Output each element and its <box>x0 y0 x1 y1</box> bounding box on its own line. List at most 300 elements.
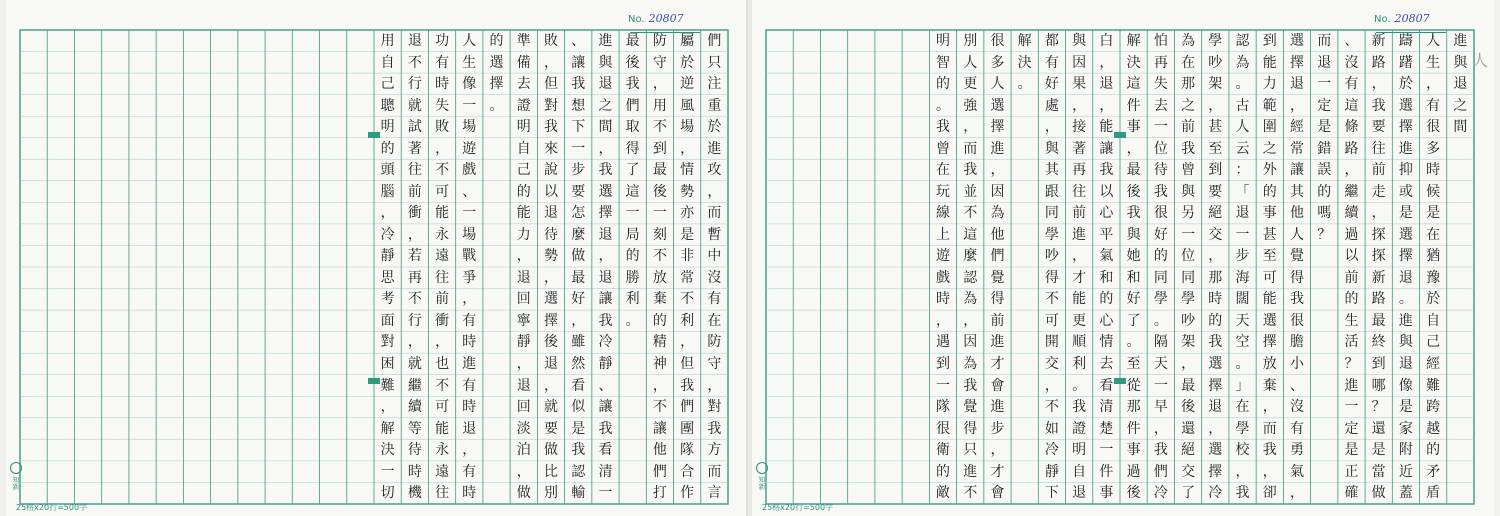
character-cell: 棄 <box>1262 377 1277 394</box>
character-cell: 件 <box>1099 463 1114 480</box>
character-cell: 不 <box>652 248 667 265</box>
character-cell: 冷 <box>1044 442 1059 459</box>
character-cell: 等 <box>407 420 422 437</box>
character-cell: 決 <box>380 442 395 459</box>
character-cell: 很 <box>1153 205 1168 222</box>
character-cell: 明 <box>935 33 950 49</box>
character-cell: 遠 <box>435 463 450 480</box>
character-cell: 時 <box>1208 291 1223 308</box>
character-cell: ， <box>1262 463 1277 480</box>
character-cell: 而 <box>707 463 722 480</box>
text-column <box>1148 31 1173 505</box>
character-cell: ， <box>598 140 613 157</box>
character-cell: 他 <box>990 226 1005 243</box>
character-cell: 暫 <box>707 226 722 243</box>
character-cell: 然 <box>571 355 586 372</box>
manuscript-page-right <box>752 0 1494 516</box>
character-cell: 能 <box>516 205 531 222</box>
character-cell: 最 <box>571 269 586 286</box>
character-cell: 人 <box>1235 119 1250 136</box>
character-cell: ， <box>516 248 531 265</box>
character-cell: 人 <box>963 54 978 71</box>
character-cell: 那 <box>1181 76 1196 93</box>
character-cell: 敗 <box>435 119 450 136</box>
character-cell: 回 <box>516 291 531 308</box>
character-cell: 不 <box>407 54 422 71</box>
character-cell: 能 <box>435 420 450 437</box>
character-cell: 生 <box>462 54 477 71</box>
character-cell: 天 <box>1153 355 1168 372</box>
character-cell: 認 <box>963 269 978 286</box>
character-cell: 人 <box>1289 226 1304 243</box>
character-cell: 為 <box>990 205 1005 222</box>
character-cell: 們 <box>707 33 722 49</box>
character-cell: 有 <box>1426 97 1441 114</box>
character-cell: 防 <box>707 334 722 351</box>
character-cell: 團 <box>680 420 695 437</box>
character-cell: 走 <box>1371 183 1386 200</box>
character-cell: 能 <box>1262 54 1277 71</box>
character-cell: 場 <box>462 226 477 243</box>
character-cell: 與 <box>1044 140 1059 157</box>
character-cell: 退 <box>462 420 477 437</box>
character-cell: ， <box>1262 399 1277 416</box>
circle-mark-icon <box>10 462 22 474</box>
character-cell: 路 <box>1371 291 1386 308</box>
character-cell: 棄 <box>652 291 667 308</box>
character-cell: 接 <box>1072 119 1087 136</box>
character-cell: 證 <box>516 97 531 114</box>
character-cell: ？ <box>1371 399 1386 416</box>
character-cell: 曾 <box>1181 162 1196 179</box>
character-cell: ， <box>1099 97 1114 114</box>
character-cell: 雖 <box>571 334 586 351</box>
text-column <box>1175 31 1200 505</box>
character-cell: ， <box>571 312 586 329</box>
text-column <box>1039 31 1064 505</box>
character-cell: 矛 <box>1426 463 1441 480</box>
character-cell: 不 <box>963 485 978 502</box>
character-cell: 們 <box>652 463 667 480</box>
character-cell: 有 <box>435 54 450 71</box>
character-cell: 與 <box>1398 334 1413 351</box>
character-cell: 回 <box>516 399 531 416</box>
character-cell: 認 <box>1235 33 1250 49</box>
character-cell: 不 <box>435 162 450 179</box>
character-cell: 讓 <box>1099 140 1114 157</box>
character-cell: 頭 <box>380 162 395 179</box>
character-cell: 退 <box>1208 399 1223 416</box>
character-cell: 利 <box>625 291 640 308</box>
character-cell: 明 <box>516 119 531 136</box>
character-cell: 件 <box>1126 420 1141 437</box>
character-cell: 我 <box>707 420 722 437</box>
character-cell: 時 <box>462 485 477 502</box>
character-cell: 好 <box>1126 291 1141 308</box>
character-cell: 冷 <box>1153 485 1168 502</box>
character-cell: ， <box>1044 377 1059 394</box>
character-cell: ， <box>652 377 667 394</box>
character-cell: 思 <box>380 269 395 286</box>
character-cell: 不 <box>652 399 667 416</box>
character-cell: 了 <box>625 162 640 179</box>
character-cell: ， <box>407 226 422 243</box>
character-cell: 確 <box>1344 485 1359 502</box>
character-cell: 條 <box>1344 119 1359 136</box>
character-cell: 只 <box>963 442 978 459</box>
character-cell: 後 <box>1126 183 1141 200</box>
character-cell: 步 <box>571 162 586 179</box>
character-cell: 準 <box>516 33 531 49</box>
character-cell: 退 <box>543 355 558 372</box>
character-cell: ， <box>1208 248 1223 265</box>
character-cell: 件 <box>1126 97 1141 114</box>
character-cell: 切 <box>380 485 395 502</box>
character-cell: 與 <box>1072 33 1087 49</box>
character-cell: 得 <box>963 420 978 437</box>
character-cell: 小 <box>1289 355 1304 372</box>
text-column <box>985 31 1010 505</box>
character-cell: 攻 <box>707 162 722 179</box>
character-cell: 而 <box>707 205 722 222</box>
character-cell: 附 <box>1398 442 1413 459</box>
text-column <box>429 31 454 505</box>
character-cell: 方 <box>707 442 722 459</box>
character-cell: 在 <box>1181 54 1196 71</box>
character-cell: 利 <box>1072 355 1087 372</box>
character-cell: 自 <box>516 140 531 157</box>
character-cell: 曾 <box>935 140 950 157</box>
character-cell: 在 <box>1426 226 1441 243</box>
character-cell: 守 <box>707 355 722 372</box>
character-cell: 力 <box>516 226 531 243</box>
character-cell: 後 <box>543 334 558 351</box>
character-cell: 行 <box>407 312 422 329</box>
character-cell: 覺 <box>990 269 1005 286</box>
character-cell: 一 <box>1153 377 1168 394</box>
character-cell: 進 <box>1398 140 1413 157</box>
character-cell: 決 <box>1126 54 1141 71</box>
character-cell: 選 <box>489 54 504 71</box>
character-cell: 進 <box>963 463 978 480</box>
character-cell: 選 <box>1398 97 1413 114</box>
character-cell: 蓋 <box>1398 485 1413 502</box>
character-cell: 退 <box>543 205 558 222</box>
character-cell: 同 <box>1044 205 1059 222</box>
character-cell: ， <box>963 119 978 136</box>
character-cell: 卻 <box>1262 485 1277 502</box>
character-cell: 氣 <box>1289 463 1304 480</box>
character-cell: 盾 <box>1426 485 1441 502</box>
character-cell: 開 <box>1044 334 1059 351</box>
character-cell: 我 <box>963 377 978 394</box>
character-cell: 要 <box>1208 183 1223 200</box>
character-cell: 得 <box>1289 269 1304 286</box>
character-cell: 至 <box>1126 355 1141 372</box>
character-cell: 交 <box>1044 355 1059 372</box>
character-cell: 退 <box>1072 485 1087 502</box>
character-cell: 才 <box>990 355 1005 372</box>
character-cell: 續 <box>407 399 422 416</box>
character-cell: 利 <box>680 312 695 329</box>
character-cell: 退 <box>1453 76 1468 93</box>
character-cell: ， <box>990 162 1005 179</box>
character-cell: 作 <box>680 485 695 502</box>
character-cell: 可 <box>1044 312 1059 329</box>
character-cell: 。 <box>935 97 950 114</box>
character-cell: ， <box>990 442 1005 459</box>
character-cell: 麼 <box>963 248 978 265</box>
character-cell: 進 <box>598 33 613 49</box>
character-cell: 退 <box>1099 76 1114 93</box>
character-cell: 輸 <box>571 485 586 502</box>
character-cell: 做 <box>1371 485 1386 502</box>
character-cell: 時 <box>435 76 450 93</box>
character-cell: 待 <box>543 226 558 243</box>
character-cell: 抑 <box>1398 162 1413 179</box>
character-cell: 備 <box>516 54 531 71</box>
text-column <box>1067 31 1092 505</box>
character-cell: 更 <box>963 76 978 93</box>
character-cell: 續 <box>1344 205 1359 222</box>
character-cell: 若 <box>407 248 422 265</box>
character-cell: 這 <box>625 183 640 200</box>
character-cell: 做 <box>543 442 558 459</box>
character-cell: 古 <box>1235 97 1250 114</box>
character-cell: 甚 <box>1208 119 1223 136</box>
character-cell: 可 <box>1262 269 1277 286</box>
character-cell: 間 <box>598 119 613 136</box>
character-cell: 做 <box>571 248 586 265</box>
character-cell: 勢 <box>543 248 558 265</box>
character-cell: 吵 <box>1044 248 1059 265</box>
character-cell: 後 <box>1126 485 1141 502</box>
character-cell: 豫 <box>1426 269 1441 286</box>
character-cell: 著 <box>407 140 422 157</box>
character-cell: 躊 <box>1398 33 1413 49</box>
character-cell: 其 <box>1044 162 1059 179</box>
character-cell: 這 <box>1126 76 1141 93</box>
character-cell: 清 <box>598 463 613 480</box>
text-column <box>647 31 672 505</box>
character-cell: 寧 <box>516 312 531 329</box>
character-cell: 待 <box>1153 162 1168 179</box>
character-cell: 怎 <box>571 205 586 222</box>
text-column <box>402 31 427 505</box>
character-cell: 但 <box>543 76 558 93</box>
character-cell: 這 <box>963 226 978 243</box>
character-cell: 。 <box>1072 377 1087 394</box>
character-cell: 們 <box>680 399 695 416</box>
character-cell: 順 <box>1072 334 1087 351</box>
character-cell: 明 <box>1072 442 1087 459</box>
character-cell: 擇 <box>1208 463 1223 480</box>
character-cell: 去 <box>1099 355 1114 372</box>
character-cell: 步 <box>1235 248 1250 265</box>
character-cell: ？ <box>1344 355 1359 372</box>
character-cell: 為 <box>1235 54 1250 71</box>
character-cell: 心 <box>1099 205 1114 222</box>
character-cell: 清 <box>1099 399 1114 416</box>
character-cell: 己 <box>1426 334 1441 351</box>
character-cell: 「 <box>1235 183 1250 200</box>
character-cell: 那 <box>1126 399 1141 416</box>
character-cell: 終 <box>1371 334 1386 351</box>
character-cell: 我 <box>680 377 695 394</box>
character-cell: 的 <box>1344 291 1359 308</box>
character-cell: 後 <box>1181 399 1196 416</box>
character-cell: 的 <box>380 140 395 157</box>
character-cell: 敵 <box>935 485 950 502</box>
character-cell: 闊 <box>1235 291 1250 308</box>
character-cell: 精 <box>652 334 667 351</box>
character-cell: ， <box>1044 119 1059 136</box>
character-cell: 事 <box>1126 119 1141 136</box>
character-cell: 因 <box>963 334 978 351</box>
character-cell: 很 <box>935 420 950 437</box>
character-cell: 功 <box>435 33 450 49</box>
character-cell: 場 <box>462 119 477 136</box>
character-cell: 很 <box>1426 119 1441 136</box>
character-cell: ， <box>380 399 395 416</box>
character-cell: 是 <box>571 420 586 437</box>
character-cell: 之 <box>1181 97 1196 114</box>
character-cell: ： <box>1235 162 1250 179</box>
character-cell: 泊 <box>516 442 531 459</box>
character-cell: 架 <box>1208 76 1223 93</box>
character-cell: 步 <box>990 420 1005 437</box>
character-cell: 不 <box>652 119 667 136</box>
character-cell: 強 <box>963 97 978 114</box>
character-cell: 有 <box>462 463 477 480</box>
character-cell: 覺 <box>1289 248 1304 265</box>
character-cell: 明 <box>380 119 395 136</box>
character-cell: 我 <box>571 442 586 459</box>
character-cell: 。 <box>625 312 640 329</box>
character-cell: ， <box>963 312 978 329</box>
character-cell: 選 <box>1208 442 1223 459</box>
character-cell: 再 <box>407 269 422 286</box>
character-cell: 到 <box>935 355 950 372</box>
character-cell: 事 <box>1099 485 1114 502</box>
character-cell: 進 <box>1344 377 1359 394</box>
character-cell: 擇 <box>1398 119 1413 136</box>
character-cell: 也 <box>435 355 450 372</box>
character-cell: 與 <box>1126 226 1141 243</box>
text-column <box>1448 31 1473 139</box>
character-cell: 我 <box>1072 399 1087 416</box>
character-cell: 的 <box>1262 183 1277 200</box>
character-cell: 合 <box>680 463 695 480</box>
character-cell: ， <box>1126 140 1141 157</box>
character-cell: 我 <box>1153 183 1168 200</box>
character-cell: 言 <box>707 485 722 502</box>
character-cell: 在 <box>707 312 722 329</box>
character-cell: 學 <box>1153 291 1168 308</box>
text-column <box>457 31 482 505</box>
character-cell: 沒 <box>1344 54 1359 71</box>
character-cell: 最 <box>1371 312 1386 329</box>
character-cell: 做 <box>516 485 531 502</box>
character-cell: ， <box>1208 97 1223 114</box>
character-cell: 線 <box>935 205 950 222</box>
text-column <box>375 31 400 505</box>
character-cell: 早 <box>1153 399 1168 416</box>
character-cell: 難 <box>380 377 395 394</box>
text-column <box>1393 31 1418 505</box>
character-cell: 解 <box>1017 33 1032 49</box>
character-cell: 近 <box>1398 463 1413 480</box>
character-cell: 永 <box>435 442 450 459</box>
page-number: No. 20807 <box>628 12 748 36</box>
character-cell: 退 <box>1289 76 1304 93</box>
character-cell: ， <box>380 205 395 222</box>
character-cell: 們 <box>625 97 640 114</box>
character-cell: 讓 <box>598 399 613 416</box>
character-cell: 於 <box>680 54 695 71</box>
character-cell: 甚 <box>1262 226 1277 243</box>
character-cell: 己 <box>516 162 531 179</box>
character-cell: 去 <box>1153 97 1168 114</box>
character-cell: 最 <box>625 33 640 49</box>
character-cell: 覺 <box>963 399 978 416</box>
character-cell: 但 <box>680 355 695 372</box>
character-cell: 放 <box>652 269 667 286</box>
character-cell: 衝 <box>435 312 450 329</box>
character-cell: 場 <box>680 119 695 136</box>
character-cell: 別 <box>963 33 978 49</box>
character-cell: 不 <box>1044 399 1059 416</box>
character-cell: 重 <box>707 97 722 114</box>
character-cell: 就 <box>407 97 422 114</box>
character-cell: 退 <box>1235 205 1250 222</box>
character-cell: 活 <box>1344 334 1359 351</box>
character-cell: 人 <box>1426 33 1441 49</box>
character-cell: 前 <box>435 291 450 308</box>
character-cell: 比 <box>543 463 558 480</box>
character-cell: 進 <box>990 140 1005 157</box>
character-cell: 處 <box>1044 97 1059 114</box>
character-cell: 到 <box>1208 162 1223 179</box>
character-cell: 沒 <box>1289 399 1304 416</box>
character-cell: 退 <box>1317 54 1332 71</box>
character-cell: 越 <box>1426 420 1441 437</box>
character-cell: 證 <box>1072 420 1087 437</box>
text-column <box>1366 31 1391 505</box>
character-cell: 對 <box>543 97 558 114</box>
character-cell: 我 <box>571 76 586 93</box>
character-cell: 會 <box>990 377 1005 394</box>
text-column <box>538 31 563 505</box>
page-number-value: 20807 <box>1394 12 1430 25</box>
character-cell: 一 <box>571 140 586 157</box>
character-cell: 時 <box>407 463 422 480</box>
character-cell: 因 <box>1072 54 1087 71</box>
character-cell: 路 <box>1344 140 1359 157</box>
character-cell: 的 <box>1208 312 1223 329</box>
character-cell: 己 <box>380 76 395 93</box>
character-cell: 一 <box>462 97 477 114</box>
character-cell: ， <box>1371 76 1386 93</box>
character-cell: 不 <box>680 291 695 308</box>
character-cell: 我 <box>1371 97 1386 114</box>
text-column <box>566 31 591 505</box>
text-column <box>511 31 536 505</box>
character-cell: 經 <box>1426 355 1441 372</box>
character-cell: 敗 <box>543 33 558 49</box>
character-cell: 最 <box>652 162 667 179</box>
character-cell: 往 <box>435 485 450 502</box>
